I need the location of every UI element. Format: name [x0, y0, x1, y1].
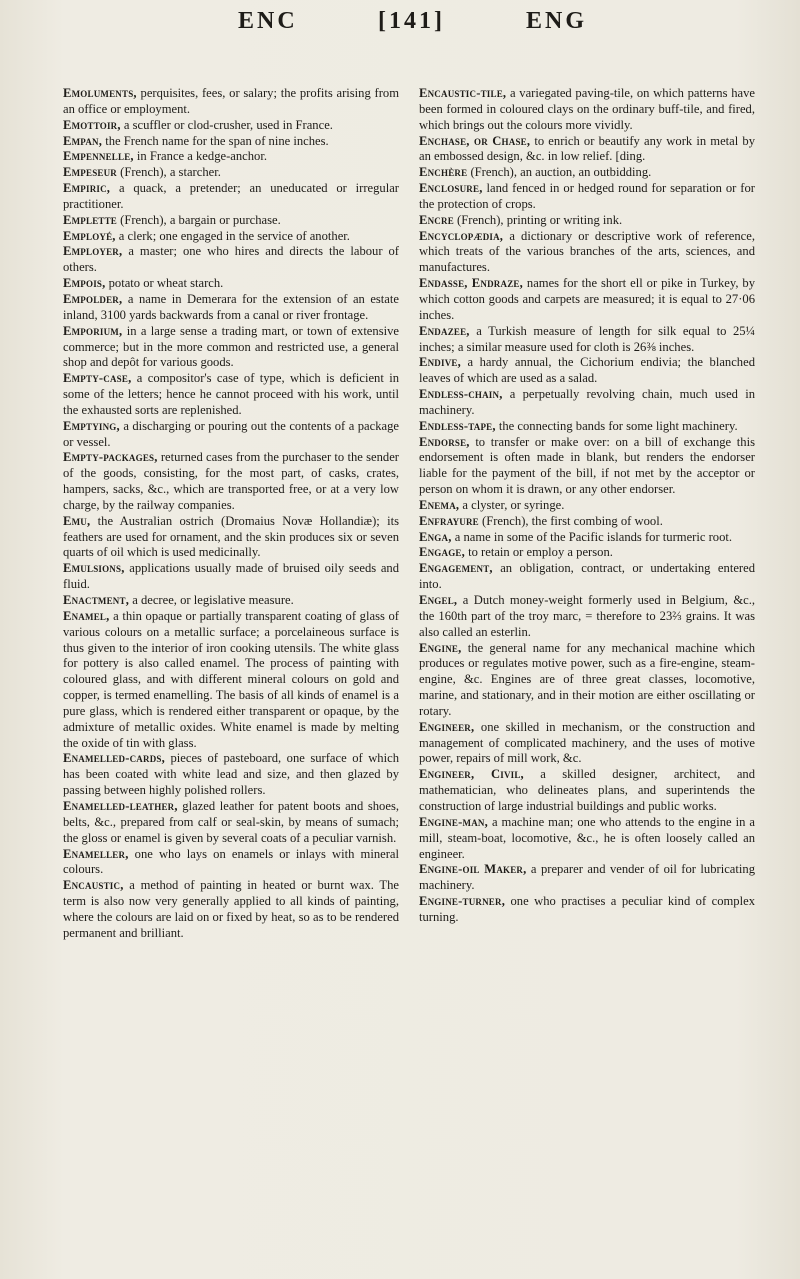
entry-definition: a perpetually revolving chain, much used in machinery.	[419, 387, 755, 417]
entry-headword: Enamelled-leather,	[63, 798, 178, 813]
entry-headword: Enameller,	[63, 846, 129, 861]
dictionary-entry	[419, 545, 755, 561]
entry-definition: a clerk; one engaged in the service of another.	[115, 228, 350, 243]
entry-headword: Enamel,	[63, 608, 110, 623]
dictionary-entry	[63, 149, 399, 165]
entry-definition: a method of painting in heated or burnt wax. The term is also now very generally applied to all kinds of painting, where the colours are laid on or fixed by heat, so as to be rendered permanent and brilliant.	[63, 878, 399, 940]
dictionary-entry	[419, 498, 755, 514]
dictionary-entry	[63, 593, 399, 609]
entry-definition: (French), an auction, an outbidding.	[467, 165, 652, 180]
dictionary-entry	[419, 435, 755, 498]
dictionary-entry	[63, 118, 399, 134]
entry-headword: Empennelle,	[63, 149, 134, 164]
dictionary-entry	[419, 165, 755, 181]
dictionary-entry	[419, 181, 755, 213]
entry-definition: (French), a bargain or purchase.	[117, 212, 281, 227]
entry-headword: Enfrayure	[419, 513, 479, 528]
entry-headword: Emporium,	[63, 323, 123, 338]
entry-definition: one who lays on enamels or inlays with mineral colours.	[63, 846, 399, 877]
dictionary-entry	[63, 134, 399, 150]
entry-definition: the Australian ostrich (Dromaius Novæ Hollandiæ); its feathers are used for ornament, and the skin produces six or seven quarts of oil which is used medicinally.	[63, 513, 399, 560]
entry-headword: Engage,	[419, 545, 465, 560]
entry-definition: one who practises a peculiar kind of complex turning.	[419, 894, 755, 924]
dictionary-entry	[63, 609, 399, 752]
dictionary-entry	[419, 419, 755, 435]
entry-headword: Engagement,	[419, 561, 493, 576]
entry-definition: a discharging or pouring out the contents of a package or vessel.	[63, 418, 399, 449]
entry-headword: Endorse,	[419, 434, 470, 449]
dictionary-entry	[419, 894, 755, 926]
entry-definition: glazed leather for patent boots and shoes, belts, &c., prepared from calf or seal-skin, by means of sumach; the gloss or enamel is given by several coats of a peculiar varnish.	[63, 798, 399, 845]
dictionary-entry	[63, 324, 399, 372]
entry-definition: land fenced in or hedged round for separation or for the protection of crops.	[419, 181, 755, 211]
entry-definition: to enrich or beautify any work in metal by an embossed design, &c. in low relief. [ding.	[419, 133, 755, 164]
dictionary-entry	[419, 720, 755, 768]
entry-headword: Employer,	[63, 244, 123, 259]
dictionary-entry	[63, 514, 399, 562]
dictionary-entry	[419, 530, 755, 546]
entry-definition: (French), a starcher.	[117, 165, 221, 180]
entry-headword: Emptying,	[63, 418, 120, 433]
entry-headword: Enema,	[419, 497, 460, 512]
entry-headword: Engine-oil Maker,	[419, 862, 527, 877]
entry-definition: a dictionary or descriptive work of reference, which treats of the various branches of the arts, sciences, and manufactures.	[419, 228, 755, 275]
entry-headword: Emu,	[63, 513, 91, 528]
entry-definition: a quack, a pretender; an uneducated or irregular practitioner.	[63, 181, 399, 211]
entry-headword: Empeseur	[63, 165, 118, 180]
dictionary-entry	[419, 355, 755, 387]
dictionary-entry	[419, 862, 755, 894]
entry-definition: a name in some of the Pacific islands for turmeric root.	[451, 529, 733, 544]
dictionary-entry	[63, 292, 399, 324]
entry-headword: Emoluments,	[63, 86, 137, 100]
dictionary-entry	[63, 165, 399, 181]
dictionary-entry	[63, 847, 399, 879]
dictionary-entry	[419, 276, 755, 324]
entry-headword: Emottoir,	[63, 117, 121, 132]
entry-headword: Encyclopædia,	[419, 228, 504, 243]
entry-headword: Empan,	[63, 133, 103, 148]
dictionary-entry	[63, 799, 399, 847]
entry-definition: a scuffler or clod-crusher, used in France.	[120, 117, 333, 132]
entry-headword: Empois,	[63, 276, 106, 291]
entry-headword: Encaustic-tile,	[419, 86, 507, 100]
dictionary-entry	[419, 324, 755, 356]
entry-headword: Engine,	[419, 640, 462, 655]
entry-definition: a machine man; one who attends to the engine in a mill, steam-boat, locomotive, &c., he is often loosely called an engineer.	[419, 814, 755, 861]
entry-definition: a thin opaque or partially transparent coating of glass of various colours on a metallic surface; a porcelaineous surface is thus given to the interior of iron cooking utensils. The white glass for pottery is also called enamel. The process of painting with coloured glass, and with different mineral colours on gold and copper, is termed enamelling. The basis of all kinds of enamel is a pure glass, which is rendered either transparent or opaque, by the admixture of metallic oxides. White enamel is made by melting the oxide of tin with glass.	[63, 608, 399, 750]
entry-definition: returned cases from the purchaser to the sender of the goods, consisting, for the most part, of casks, crates, hampers, sacks, &c., which are transported free, or at a very low charge, by the railway companies.	[63, 450, 399, 512]
dictionary-entry	[419, 134, 755, 166]
dictionary-entry	[63, 561, 399, 593]
entry-headword: Enactment,	[63, 593, 130, 607]
entry-headword: Endasse, Endraze,	[419, 276, 523, 291]
entry-headword: Encaustic,	[63, 878, 124, 893]
dictionary-entry	[419, 387, 755, 419]
entry-definition: one skilled in mechanism, or the construction and management of complicated machinery, and the uses of motive power, repairs of mill work, &c.	[419, 719, 755, 766]
entry-definition: a hardy annual, the Cichorium endivia; the blanched leaves of which are used as a salad.	[419, 355, 755, 386]
dictionary-entry	[419, 767, 755, 815]
entry-definition: applications usually made of bruised oily seeds and fluid.	[63, 561, 399, 592]
entry-headword: Enga,	[419, 529, 452, 544]
entry-definition: perquisites, fees, or salary; the profits arising from an office or employment.	[63, 86, 399, 116]
entry-definition: to transfer or make over: on a bill of exchange this endorsement is often made in blank, but renders the endorser liable for the payment of the bill, if not met by the acceptor or person on whom it is drawn, or any other endorser.	[419, 434, 755, 497]
dictionary-entry	[419, 86, 755, 134]
entry-definition: an obligation, contract, or undertaking entered into.	[419, 561, 755, 592]
entry-headword: Emplette	[63, 212, 118, 227]
dictionary-entry	[419, 213, 755, 229]
entry-headword: Empty-packages,	[63, 450, 158, 465]
dictionary-entry	[63, 419, 399, 451]
dictionary-entry	[63, 229, 399, 245]
entry-headword: Enamelled-cards,	[63, 751, 165, 766]
entry-definition: pieces of pasteboard, one surface of which has been coated with white lead and size, and then glazed by passing between highly polished rollers.	[63, 751, 399, 798]
dictionary-entry	[63, 276, 399, 292]
dictionary-entry	[63, 181, 399, 213]
dictionary-entry	[419, 229, 755, 277]
running-head	[0, 8, 800, 48]
entry-headword: Employé,	[63, 228, 116, 243]
dictionary-entry	[419, 514, 755, 530]
entry-headword: Endless-tape,	[419, 418, 496, 433]
running-head-right: ENG	[526, 8, 588, 34]
entry-headword: Endless-chain,	[419, 387, 503, 402]
entry-definition: (French), printing or writing ink.	[453, 212, 623, 227]
dictionary-entry	[63, 878, 399, 941]
entry-headword: Engine-turner,	[419, 894, 506, 909]
dictionary-entry	[419, 561, 755, 593]
entry-definition: a name in Demerara for the extension of an estate inland, 3100 yards backwards from a canal or river frontage.	[63, 291, 399, 322]
entry-headword: Enclosure,	[419, 181, 483, 196]
dictionary-entry	[63, 86, 399, 118]
entry-headword: Endive,	[419, 355, 461, 370]
entry-headword: Engineer, Civil,	[419, 767, 524, 782]
dictionary-entry	[63, 213, 399, 229]
entry-definition: the French name for the span of nine inches.	[102, 133, 329, 148]
entry-headword: Enchase, or Chase,	[419, 133, 531, 148]
entry-definition: a variegated paving-tile, on which patterns have been formed in coloured clays on the ordinary buff-tile, and fired, which brings out the colours more vividly.	[419, 86, 755, 132]
entry-definition: names for the short ell or pike in Turkey, by which cotton goods and carpets are measured; it is equal to 27·06 inches.	[419, 276, 755, 322]
entry-definition: in a large sense a trading mart, or town of extensive commerce; but in the more common and restricted use, a general shop and depôt for various goods.	[63, 323, 399, 370]
entry-headword: Emulsions,	[63, 561, 125, 576]
entry-definition: a compositor's case of type, which is deficient in some of the letters; hence he cannot proceed with his work, until the exhausted sorts are replenished.	[63, 371, 399, 417]
entry-definition: a Dutch money-weight formerly used in Belgium, &c., the 160th part of the troy marc, = therefore to 23⅔ grains. It was also called an esterlin.	[419, 593, 755, 639]
dictionary-entry	[419, 641, 755, 720]
entry-definition: a master; one who hires and directs the labour of others.	[63, 244, 399, 275]
dictionary-entry	[63, 244, 399, 276]
dictionary-entry	[419, 593, 755, 641]
entry-headword: Enchère	[419, 165, 468, 180]
entry-definition: potato or wheat starch.	[105, 276, 224, 291]
entry-definition: in France a kedge-anchor.	[133, 149, 267, 164]
entry-headword: Empiric,	[63, 181, 111, 196]
entry-headword: Empty-case,	[63, 371, 132, 386]
entry-definition: a preparer and vender of oil for lubricating machinery.	[419, 862, 755, 893]
running-head-left: ENC	[238, 8, 298, 34]
dictionary-entry	[419, 815, 755, 863]
left-column	[63, 86, 399, 1266]
entry-headword: Engel,	[419, 593, 458, 607]
dictionary-entry	[63, 371, 399, 419]
entry-definition: a clyster, or syringe.	[459, 497, 565, 512]
entry-definition: to retain or employ a person.	[464, 545, 613, 560]
right-column	[419, 86, 755, 1266]
entry-headword: Encre	[419, 212, 454, 227]
entry-definition: a Turkish measure of length for silk equal to 25¼ inches; a similar measure used for cloth is 26⅜ inches.	[419, 323, 755, 354]
dictionary-entry	[63, 450, 399, 513]
dictionary-entry	[63, 751, 399, 799]
entry-definition: a skilled designer, architect, and mathematician, who delineates plans, and superintends the construction of large industrial buildings and public works.	[419, 767, 755, 813]
entry-headword: Endazee,	[419, 323, 470, 338]
entry-definition: a decree, or legislative measure.	[129, 593, 294, 607]
entry-definition: the general name for any mechanical machine which produces or regulates motive power, such as a fire-engine, steam-engine, &c. Engines are of three great classes, locomotive, marine, and stationary, and in their motion are either oscillating or rotary.	[419, 640, 755, 718]
page-number: [141]	[378, 8, 445, 34]
entry-definition: (French), the first combing of wool.	[478, 513, 663, 528]
entry-headword: Engine-man,	[419, 814, 488, 829]
entry-headword: Engineer,	[419, 719, 475, 734]
entry-headword: Empolder,	[63, 291, 123, 306]
entry-definition: the connecting bands for some light machinery.	[495, 418, 738, 433]
